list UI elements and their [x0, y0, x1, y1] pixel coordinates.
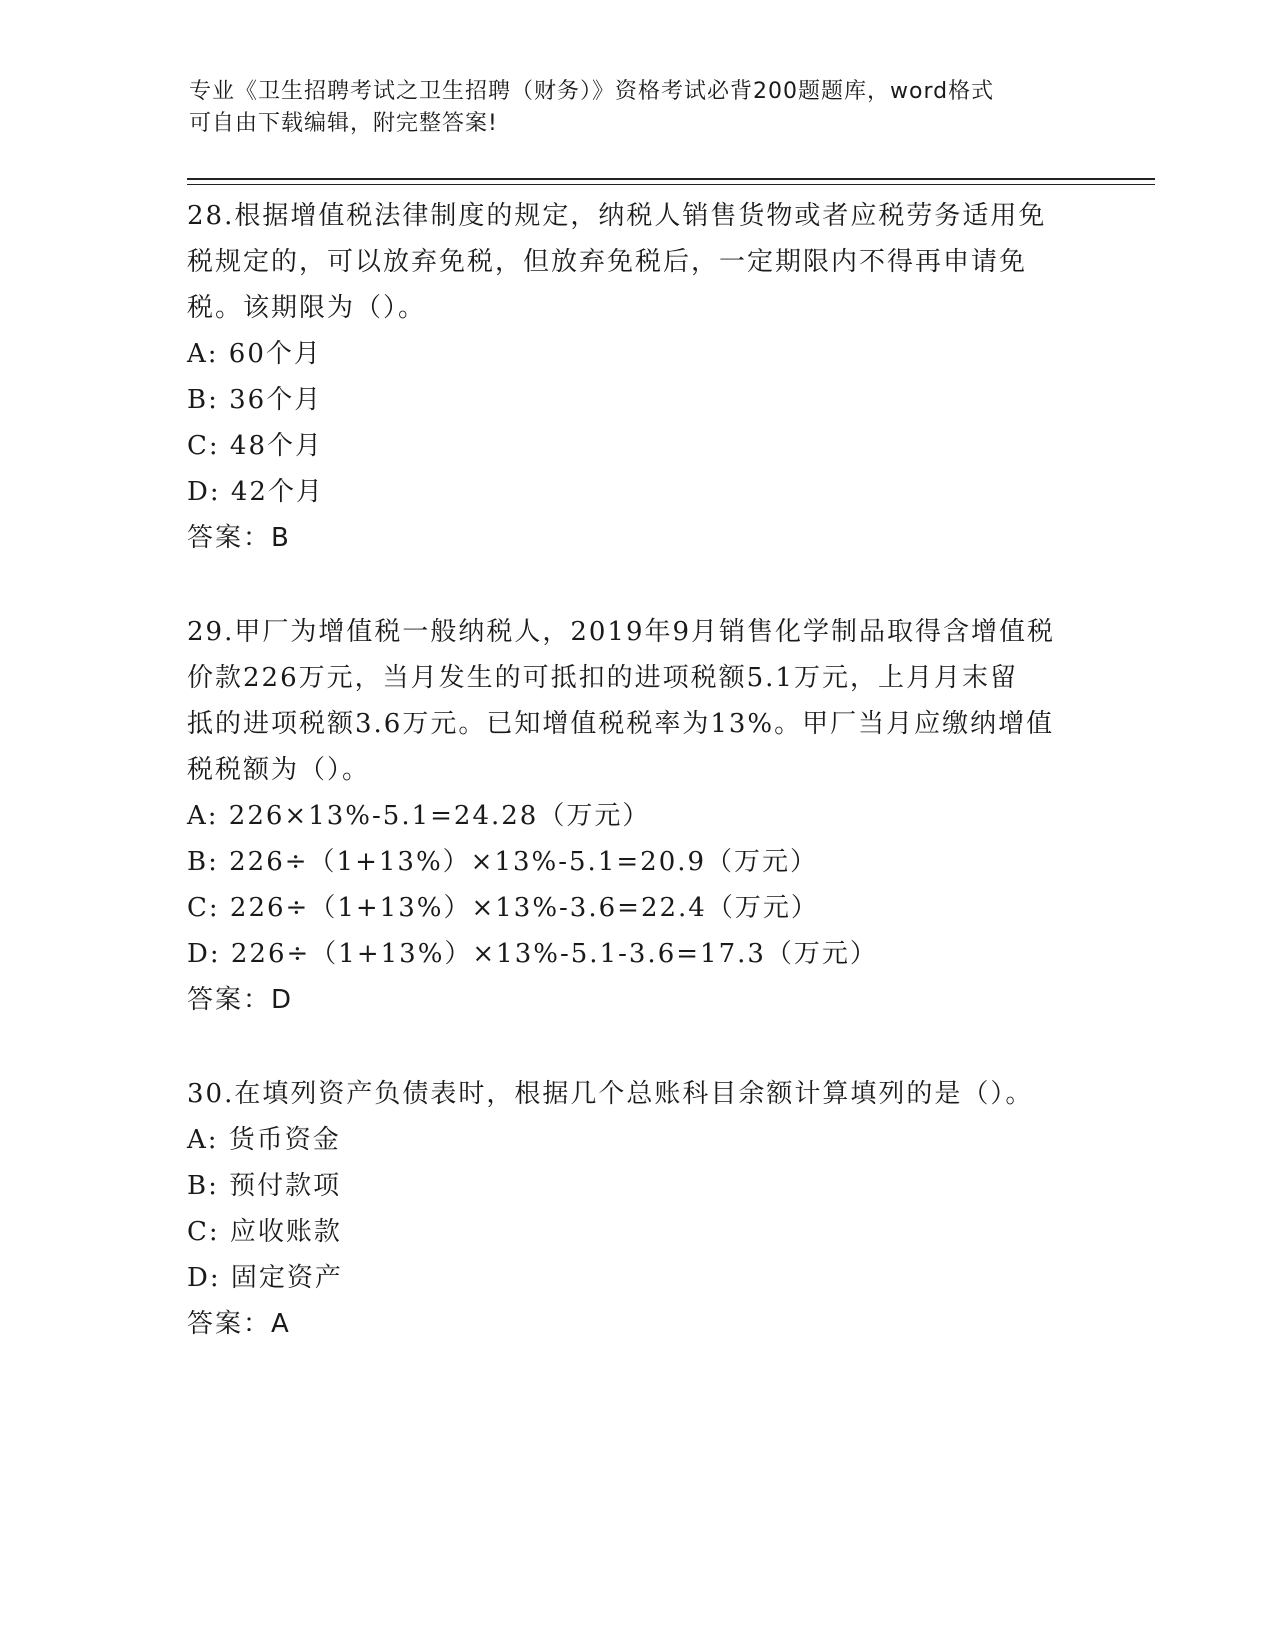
- option-d: D: 固定资产: [187, 1263, 343, 1293]
- option-d: D: 42个月: [187, 477, 324, 507]
- question-29: [187, 609, 1087, 1023]
- header-rule-thick: [187, 178, 1155, 180]
- stem-line: 抵的进项税额3.6万元。已知增值税税率为13%。甲厂当月应缴纳增值: [187, 709, 1055, 739]
- question-30: [187, 1071, 1087, 1347]
- stem-line: 价款226万元，当月发生的可抵扣的进项税额5.1万元，上月月末留: [187, 663, 1018, 693]
- stem-line: 30.在填列资产负债表时，根据几个总账科目余额计算填列的是（）。: [187, 1079, 1034, 1109]
- option-a: A: 226×13%-5.1=24.28（万元）: [187, 801, 651, 831]
- question-stem: [187, 1071, 1087, 1117]
- option-b: B: 36个月: [187, 385, 323, 415]
- header-rule-thin: [187, 184, 1155, 185]
- option-c: C: 226÷（1+13%）×13%-3.6=22.4（万元）: [187, 893, 819, 923]
- option-a: A: 货币资金: [187, 1125, 341, 1155]
- stem-line: 税。该期限为（）。: [187, 293, 427, 323]
- document-header: [189, 76, 1089, 140]
- stem-line: 税规定的，可以放弃免税，但放弃免税后，一定期限内不得再申请免: [187, 247, 1028, 277]
- stem-line: 28.根据增值税法律制度的规定，纳税人销售货物或者应税劳务适用免: [187, 201, 1047, 231]
- question-stem: [187, 193, 1087, 331]
- header-line-2: 可自由下载编辑，附完整答案!: [189, 111, 498, 136]
- stem-line: 29.甲厂为增值税一般纳税人，2019年9月销售化学制品取得含增值税: [187, 617, 1056, 647]
- option-d: D: 226÷（1+13%）×13%-5.1-3.6=17.3（万元）: [187, 939, 878, 969]
- answer-line: 答案：A: [187, 1309, 291, 1339]
- header-line-1: 专业《卫生招聘考试之卫生招聘（财务）》资格考试必背200题题库，word格式: [189, 79, 995, 104]
- option-b: B: 预付款项: [187, 1171, 342, 1201]
- option-c: C: 48个月: [187, 431, 324, 461]
- option-c: C: 应收账款: [187, 1217, 342, 1247]
- option-a: A: 60个月: [187, 339, 322, 369]
- question-28: [187, 193, 1087, 561]
- answer-line: 答案：B: [187, 523, 291, 553]
- option-b: B: 226÷（1+13%）×13%-5.1=20.9（万元）: [187, 847, 819, 877]
- answer-line: 答案：D: [187, 985, 294, 1015]
- question-stem: [187, 609, 1087, 793]
- question-list: [187, 193, 1087, 1395]
- stem-line: 税税额为（）。: [187, 755, 371, 785]
